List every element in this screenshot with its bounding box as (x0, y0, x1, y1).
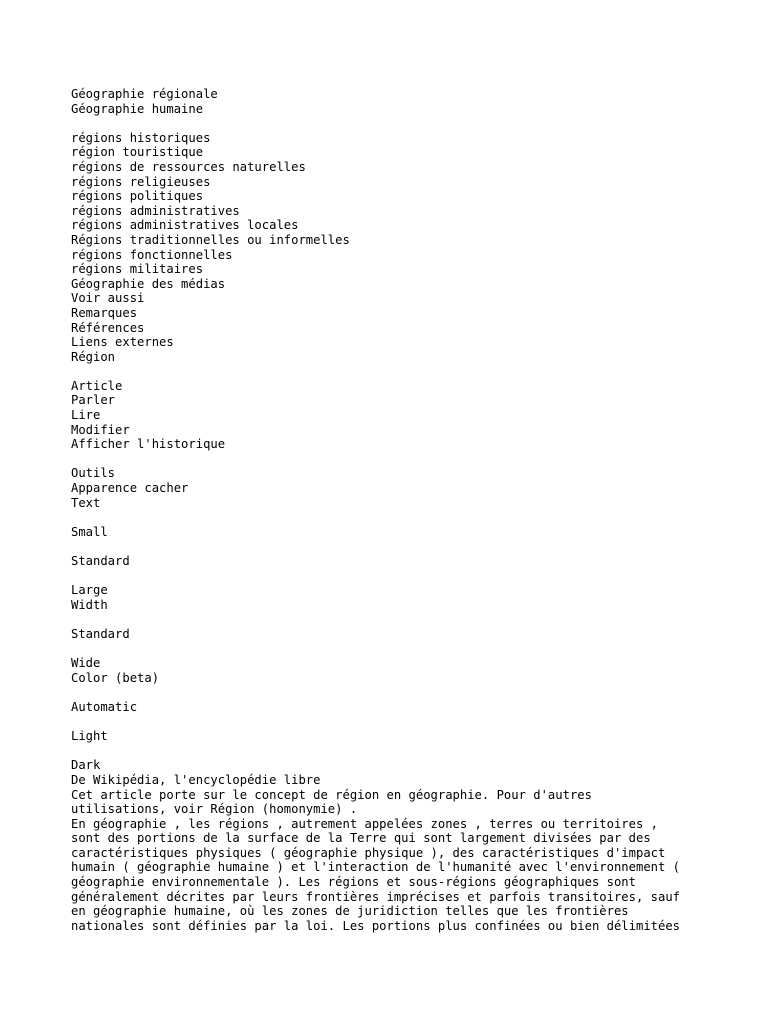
toc-subitem-region-touristique[interactable]: région touristique (71, 145, 204, 160)
spacer (71, 364, 711, 379)
appearance-hide-button[interactable]: Apparence cacher (71, 481, 189, 496)
spacer (71, 612, 711, 627)
article-body (71, 773, 711, 934)
toc-item-geographie-humaine[interactable]: Géographie humaine (71, 101, 204, 116)
toc-subitem-ressources-naturelles[interactable]: régions de ressources naturelles (71, 159, 306, 174)
table-of-contents (71, 87, 711, 364)
spacer (71, 452, 711, 467)
text-size-label: Text (71, 495, 101, 510)
toc-subitem-voir-aussi[interactable]: Voir aussi (71, 291, 145, 306)
color-light-option[interactable]: Light (71, 729, 108, 744)
spacer (71, 539, 711, 554)
tools-button[interactable]: Outils (71, 466, 116, 481)
toc-subitem-regions-traditionnelles[interactable]: Régions traditionnelles ou informelles (71, 232, 350, 247)
toc-item-geographie-regionale[interactable]: Géographie régionale (71, 87, 218, 101)
toc-subitem-liens-externes[interactable]: Liens externes (71, 335, 174, 350)
toc-subitem-references[interactable]: Références (71, 320, 145, 335)
page-tabs (71, 379, 711, 452)
spacer (71, 642, 711, 657)
color-dark-option[interactable]: Dark (71, 758, 101, 773)
spacer (71, 116, 711, 131)
paragraph-line: généralement décrites par leurs frontières imprécises et parfois transitoires, sauf (71, 889, 681, 904)
toc-subitem-regions-administratives[interactable]: régions administratives (71, 203, 240, 218)
width-standard-option[interactable]: Standard (71, 626, 130, 641)
site-tagline: De Wikipédia, l'encyclopédie libre (71, 772, 321, 787)
tab-article[interactable]: Article (71, 378, 123, 393)
toc-subitem-regions-militaires[interactable]: régions militaires (71, 262, 204, 277)
tools-menu (71, 466, 711, 772)
toc-subitem-regions-historiques[interactable]: régions historiques (71, 130, 211, 145)
tab-read[interactable]: Lire (71, 408, 101, 423)
spacer (71, 569, 711, 584)
spacer (71, 715, 711, 730)
width-label: Width (71, 597, 108, 612)
page-heading-region: Région (71, 349, 116, 364)
paragraph-line: en géographie humaine, où les zones de juridiction telles que les frontières (71, 904, 629, 919)
toc-subitem-regions-religieuses[interactable]: régions religieuses (71, 174, 211, 189)
color-automatic-option[interactable]: Automatic (71, 699, 138, 714)
color-label: Color (beta) (71, 670, 160, 685)
spacer (71, 744, 711, 759)
text-size-small-option[interactable]: Small (71, 524, 108, 539)
tab-talk[interactable]: Parler (71, 393, 116, 408)
tab-history[interactable]: Afficher l'historique (71, 437, 226, 452)
paragraph-line: sont des portions de la surface de la Terre qui sont largement divisées par des (71, 831, 651, 846)
toc-subitem-remarques[interactable]: Remarques (71, 305, 138, 320)
toc-subitem-regions-administratives-locales[interactable]: régions administratives locales (71, 218, 299, 233)
toc-subitem-regions-politiques[interactable]: régions politiques (71, 189, 204, 204)
toc-subitem-geographie-des-medias[interactable]: Géographie des médias (71, 276, 226, 291)
paragraph-line: nationales sont définies par la loi. Les portions plus confinées ou bien délimitées (71, 918, 681, 933)
tab-edit[interactable]: Modifier (71, 422, 130, 437)
text-size-large-option[interactable]: Large (71, 583, 108, 598)
spacer (71, 685, 711, 700)
toc-subitem-regions-fonctionnelles[interactable]: régions fonctionnelles (71, 247, 233, 262)
hatnote-line: Cet article porte sur le concept de région en géographie. Pour d'autres (71, 787, 592, 802)
width-wide-option[interactable]: Wide (71, 656, 101, 671)
paragraph-line: géographie environnementale ). Les régions et sous-régions géographiques sont (71, 875, 636, 890)
page-content (71, 87, 711, 933)
text-size-standard-option[interactable]: Standard (71, 554, 130, 568)
paragraph-line: En géographie , les régions , autrement appelées zones , terres ou territoires , (71, 816, 658, 831)
paragraph-line: caractéristiques physiques ( géographie physique ), des caractéristiques d'impact (71, 845, 666, 860)
hatnote-line: utilisations, voir Région (homonymie) . (71, 802, 358, 817)
spacer (71, 510, 711, 525)
paragraph-line: humain ( géographie humaine ) et l'interaction de l'humanité avec l'environnement ( (71, 860, 681, 875)
